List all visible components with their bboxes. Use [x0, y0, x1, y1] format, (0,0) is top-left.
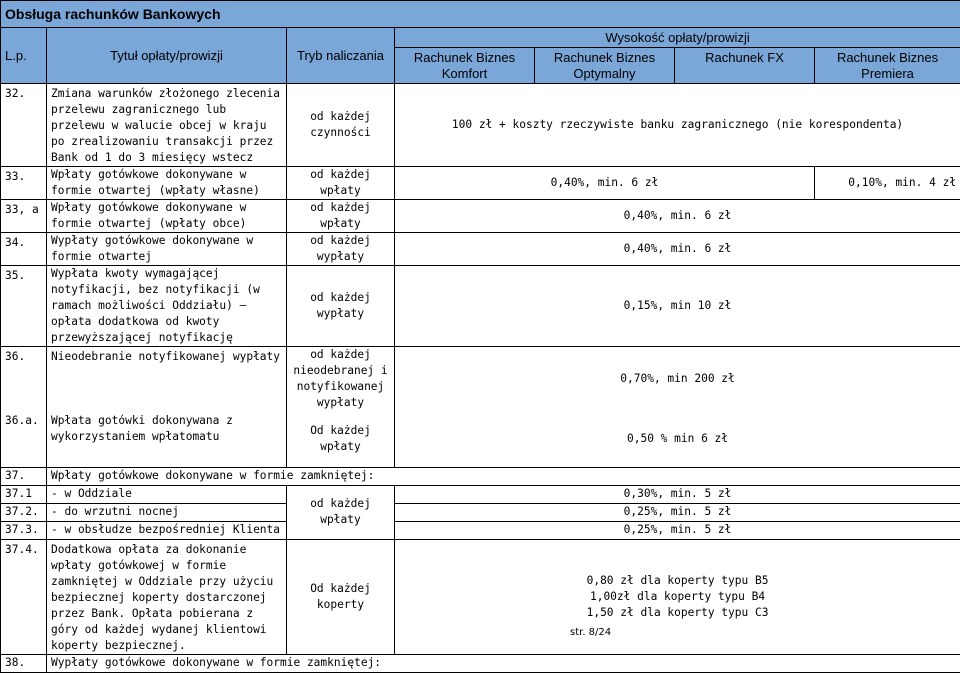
row-value: 0,50 % min 6 zł: [395, 411, 960, 467]
table-row: [1, 266, 960, 347]
page-number: str. 8/24: [570, 627, 611, 638]
table-row: [1, 347, 960, 412]
row-tryb: od każdej wpłaty: [287, 485, 395, 539]
header-col-optymalny: [535, 48, 675, 84]
page-title: Obsługa rachunków Bankowych: [1, 1, 960, 28]
header-row-1: [1, 28, 960, 48]
row-value-line: 1,50 zł dla koperty typu C3: [399, 605, 956, 621]
row-lp: 36.a.: [1, 411, 47, 467]
row-lp: 37.: [1, 467, 47, 485]
row-value: 0,40%, min. 6 zł: [395, 200, 960, 233]
row-lp: 38.: [1, 654, 47, 672]
header-col-fx: Rachunek FX: [675, 48, 815, 84]
row-value: 0,25%, min. 5 zł: [395, 521, 960, 539]
row-value-line: 1,00zł dla koperty typu B4: [399, 589, 956, 605]
row-value: 100 zł + koszty rzeczywiste banku zagranicznego (nie korespondenta): [395, 84, 960, 167]
row-tryb: od każdej nieodebranej i notyfikowanej wypłaty: [287, 347, 395, 412]
row-lp: 34.: [1, 233, 47, 266]
row-lp: 37.3.: [1, 521, 47, 539]
header-col-premiera-line1: Rachunek Biznes: [819, 50, 956, 66]
row-lp: 32.: [1, 84, 47, 167]
row-title: Wypłaty gotówkowe dokonywane w formie otwartej: [47, 233, 287, 266]
row-title: Wpłaty gotówkowe dokonywane w formie otwartej (wpłaty obce): [47, 200, 287, 233]
row-lp: 37.1: [1, 485, 47, 503]
row-value: 0,25%, min. 5 zł: [395, 503, 960, 521]
row-title: Wpłata gotówki dokonywana z wykorzystaniem wpłatomatu: [47, 411, 287, 467]
row-value: 0,40%, min. 6 zł: [395, 167, 815, 200]
table-row: [1, 200, 960, 233]
header-col-komfort-line1: Rachunek Biznes: [399, 50, 530, 66]
row-lp: 37.4.: [1, 539, 47, 654]
title-row: [1, 1, 960, 28]
row-title: Dodatkowa opłata za dokonanie wpłaty gotówkowej w formie zamkniętej w Oddziale przy użyciu bezpiecznej koperty dostarczonej przez Bank. Opłata pobierana z góry od każdej wydanej klientowi koperty bezpiecznej.: [47, 539, 287, 654]
row-title: Wypłata kwoty wymagającej notyfikacji, bez notyfikacji (w ramach możliwości Oddziału) ‒ opłata dodatkowa od kwoty przewyższającej notyfikację: [47, 266, 287, 347]
row-lp: 33.: [1, 167, 47, 200]
row-tryb: Od każdej wpłaty: [287, 411, 395, 467]
row-tryb: od każdej wypłaty: [287, 233, 395, 266]
row-tryb: Od każdej koperty: [287, 539, 395, 654]
row-value-line: 0,80 zł dla koperty typu B5: [399, 573, 956, 589]
table-row: [1, 233, 960, 266]
table-row: [1, 539, 960, 654]
row-title: - w obsłudze bezpośredniej Klienta: [47, 521, 287, 539]
row-tryb: od każdej wpłaty: [287, 200, 395, 233]
row-lp: 35.: [1, 266, 47, 347]
table-row: [1, 503, 960, 521]
header-col-optymalny-line1: Rachunek Biznes: [539, 50, 670, 66]
table-row: [1, 167, 960, 200]
row-title: Wypłaty gotówkowe dokonywane w formie zamkniętej:: [47, 654, 960, 672]
row-value: 0,15%, min 10 zł: [395, 266, 960, 347]
row-title: Wpłaty gotówkowe dokonywane w formie zamkniętej:: [47, 467, 960, 485]
row-title: Wpłaty gotówkowe dokonywane w formie otwartej (wpłaty własne): [47, 167, 287, 200]
row-value: 0,40%, min. 6 zł: [395, 233, 960, 266]
header-col-optymalny-line2: Optymalny: [539, 66, 670, 82]
row-title: Zmiana warunków złożonego zlecenia przelewu zagranicznego lub przelewu w walucie obcej w kraju po zrealizowaniu transakcji przez Bank od 1 do 3 miesięcy wstecz: [47, 84, 287, 167]
header-tytul: Tytuł opłaty/prowizji: [47, 28, 287, 84]
table-row: [1, 485, 960, 503]
row-title: Nieodebranie notyfikowanej wypłaty: [47, 347, 287, 412]
table-row: [1, 654, 960, 672]
header-col-komfort: [395, 48, 535, 84]
row-value: [395, 539, 960, 654]
row-lp: 33, a: [1, 200, 47, 233]
header-col-komfort-line2: Komfort: [399, 66, 530, 82]
table-row: [1, 84, 960, 167]
row-value: 0,30%, min. 5 zł: [395, 485, 960, 503]
row-title: - w Oddziale: [47, 485, 287, 503]
row-tryb: od każdej wpłaty: [287, 167, 395, 200]
row-tryb: od każdej wypłaty: [287, 266, 395, 347]
row-lp: 37.2.: [1, 503, 47, 521]
header-tryb: Tryb naliczania: [287, 28, 395, 84]
header-col-premiera: [815, 48, 960, 84]
header-lp: L.p.: [1, 28, 47, 84]
header-col-premiera-line2: Premiera: [819, 66, 956, 82]
row-title: - do wrzutni nocnej: [47, 503, 287, 521]
table-row: [1, 411, 960, 467]
row-tryb: od każdej czynności: [287, 84, 395, 167]
row-lp: 36.: [1, 347, 47, 412]
table-row: [1, 521, 960, 539]
header-wysokosc: Wysokość opłaty/prowizji: [395, 28, 960, 48]
row-value: 0,70%, min 200 zł: [395, 347, 960, 412]
table-row: [1, 467, 960, 485]
row-value-premiera: 0,10%, min. 4 zł: [815, 167, 960, 200]
